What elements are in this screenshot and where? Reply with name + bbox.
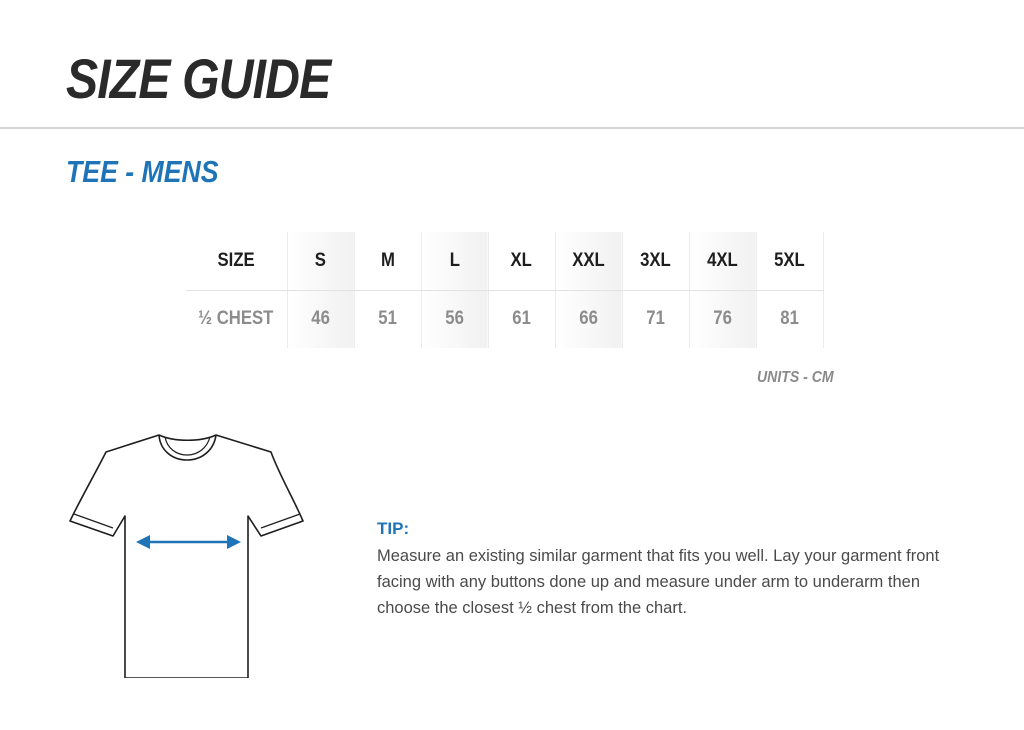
tip-body: Measure an existing similar garment that fits you well. Lay your garment front facing with any buttons done up and measure under arm to underarm then choose the closest ½ chest from the chart. xyxy=(377,547,940,617)
chest-row xyxy=(186,290,823,348)
size-row-label: SIZE xyxy=(186,232,287,290)
size-cell-3xl: 3XL xyxy=(622,232,689,290)
tshirt-outline-icon xyxy=(66,430,308,678)
size-cell-xl: XL xyxy=(488,232,555,290)
header-divider xyxy=(0,127,1024,129)
chest-cell-4xl: 76 xyxy=(689,290,756,348)
size-cell-4xl: 4XL xyxy=(689,232,756,290)
size-row xyxy=(186,232,823,290)
tip-heading: TIP: xyxy=(377,519,410,538)
chest-cell-s: 46 xyxy=(287,290,354,348)
chest-row-label: ½ CHEST xyxy=(198,308,274,330)
section-subtitle: TEE - MENS xyxy=(66,154,219,189)
chest-cell-xl: 61 xyxy=(488,290,555,348)
page-title: SIZE GUIDE xyxy=(66,47,331,110)
size-cell-m: M xyxy=(354,232,421,290)
chest-cell-l: 56 xyxy=(421,290,488,348)
size-cell-5xl: 5XL xyxy=(756,232,823,290)
chest-cell-5xl: 81 xyxy=(756,290,823,348)
size-cell-s: S xyxy=(287,232,354,290)
chest-cell-3xl: 71 xyxy=(622,290,689,348)
chest-cell-xxl: 66 xyxy=(555,290,622,348)
chest-cell-m: 51 xyxy=(354,290,421,348)
size-cell-xxl: XXL xyxy=(555,232,622,290)
units-label: UNITS - CM xyxy=(757,369,834,386)
size-cell-l: L xyxy=(421,232,488,290)
size-chart-table xyxy=(186,232,824,348)
